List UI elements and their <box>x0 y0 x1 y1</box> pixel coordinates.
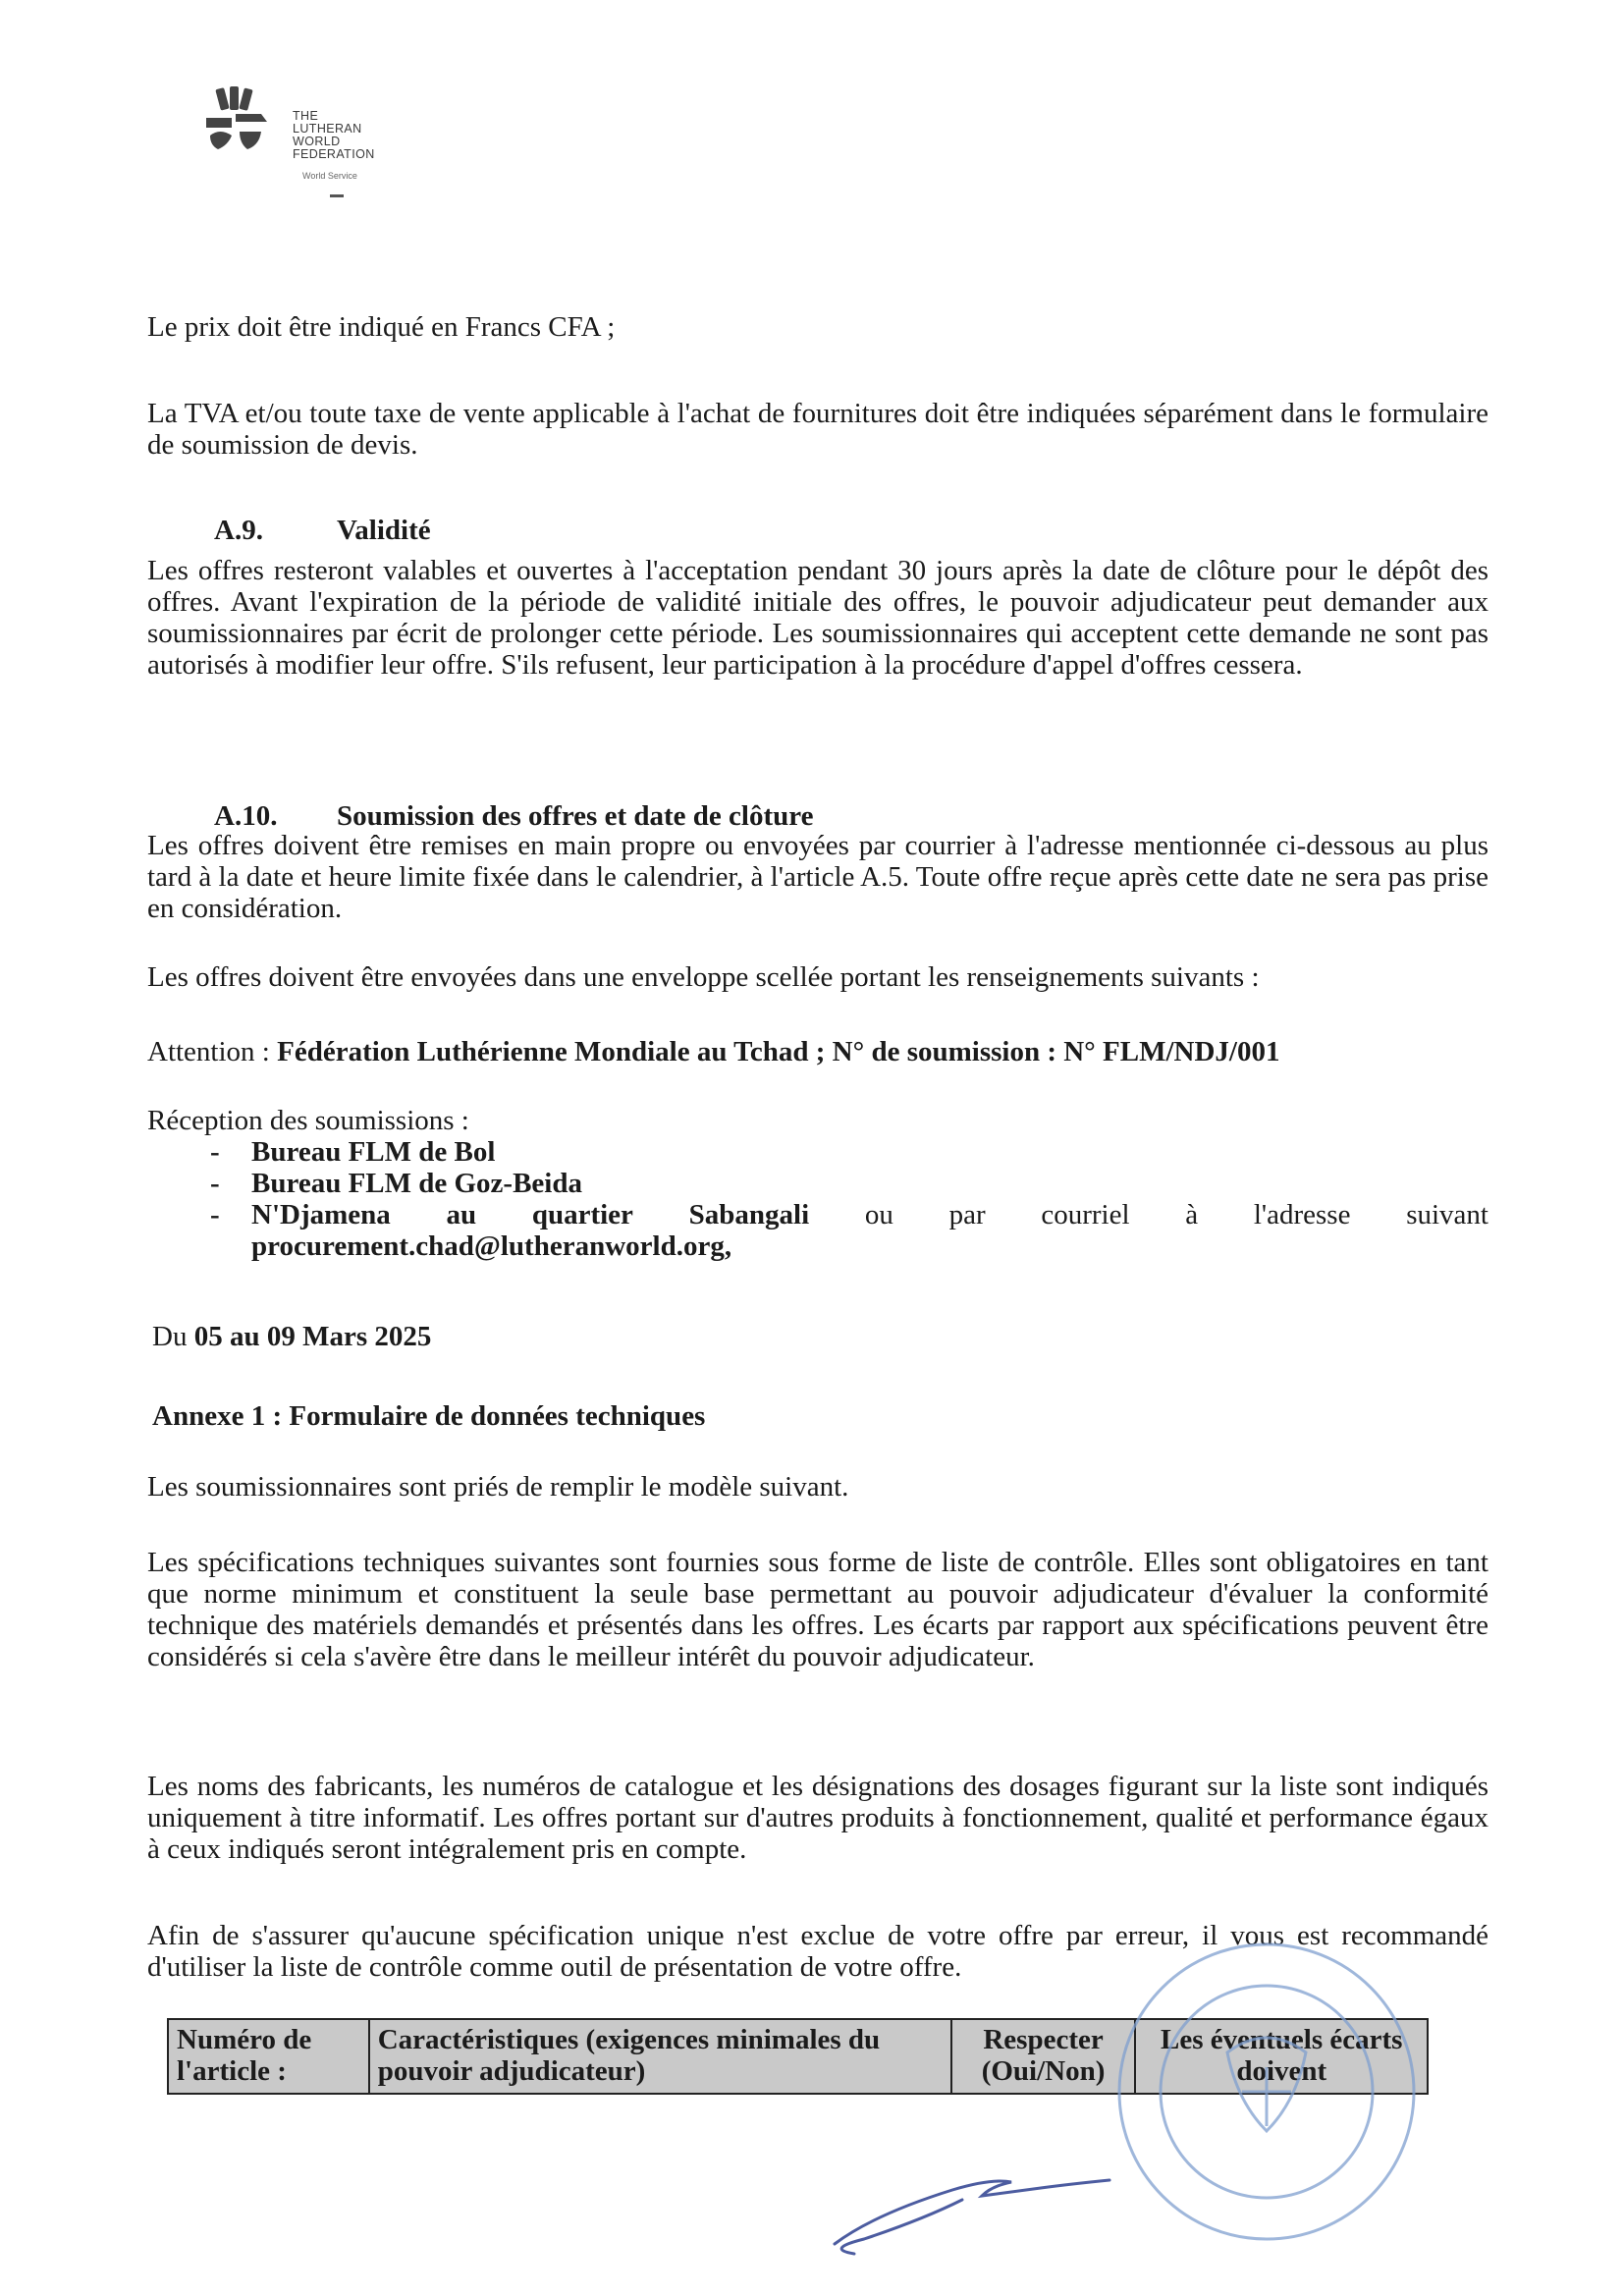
reception-item-ndjamena <box>147 1199 1488 1262</box>
ndj-word-4: Sabangali <box>688 1199 810 1230</box>
submission-dates <box>152 1321 1493 1352</box>
hands-logo-icon <box>202 84 281 163</box>
annex-paragraph-1: Les soumissionnaires sont priés de remplir le modèle suivant. <box>147 1471 849 1503</box>
ndj-word-2: au <box>446 1199 477 1230</box>
annex-paragraph-2: Les spécifications techniques suivantes sont fournies sous forme de liste de contrôle. Elles sont obligatoires en tant que norme minimum et constituent la seule base permettant au pouvoir adjudicateur d'évaluer la conformité technique des matériels demandés et présentés dans les offres. Les écarts par rapport aux spécifications peuvent être considérés si cela s'avère être dans le meilleur intérêt du pouvoir adjudicateur. <box>147 1547 1488 1672</box>
logo-line-2: LUTHERAN <box>293 122 362 136</box>
price-paragraph: Le prix doit être indiqué en Francs CFA ; <box>147 311 616 343</box>
section-a10-heading <box>214 800 813 833</box>
ndj-word-8: à <box>1185 1199 1199 1230</box>
attention-value: Fédération Luthérienne Mondiale au Tchad ; N° de soumission : N° FLM/NDJ/001 <box>277 1036 1280 1067</box>
reception-label: Réception des soumissions : <box>147 1105 469 1136</box>
reception-item-goz-beida: - Bureau FLM de Goz-Beida <box>147 1168 1488 1199</box>
logo-line-4: FEDERATION <box>293 147 375 161</box>
section-a9-heading <box>214 515 431 547</box>
ndj-word-9: l'adresse <box>1253 1199 1351 1230</box>
reception-item-bol: - Bureau FLM de Bol <box>147 1136 1488 1168</box>
logo-small-mark <box>330 194 344 197</box>
lwf-logo <box>202 84 399 222</box>
procurement-email: procurement.chad@lutheranworld.org, <box>251 1230 732 1262</box>
dates-prefix: Du <box>152 1321 194 1352</box>
ndj-word-6: par <box>948 1199 986 1230</box>
logo-line-1: THE <box>293 109 319 123</box>
reception-item-ndjamena-line <box>251 1199 1488 1230</box>
section-a9-number: A.9. <box>214 515 263 546</box>
reception-block <box>147 1105 1488 1262</box>
ndj-word-5: ou <box>864 1199 893 1230</box>
logo-wordmark <box>293 110 375 161</box>
header-article-number: Numéro de l'article : <box>168 2019 369 2094</box>
section-a10-body-2: Les offres doivent être envoyées dans une enveloppe scellée portant les renseignements suivants : <box>147 961 1260 993</box>
ndj-word-3: quartier <box>531 1199 633 1230</box>
annex-title: Annexe 1 : Formulaire de données techniques <box>152 1400 706 1432</box>
reception-list <box>147 1136 1488 1262</box>
header-compliance: Respecter (Oui/Non) <box>951 2019 1136 2094</box>
organization-stamp <box>1109 1935 1424 2249</box>
section-a10-number: A.10. <box>214 800 278 832</box>
ndj-word-7: courriel <box>1041 1199 1130 1230</box>
header-characteristics: Caractéristiques (exigences minimales du pouvoir adjudicateur) <box>369 2019 951 2094</box>
vat-paragraph: La TVA et/ou toute taxe de vente applicable à l'achat de fournitures doit être indiquées séparément dans le formulaire de soumission de devis. <box>147 398 1488 461</box>
section-a9-title: Validité <box>337 515 431 546</box>
logo-line-3: WORLD <box>293 135 341 148</box>
annex-paragraph-4: Afin de s'assurer qu'aucune spécification unique n'est exclue de votre offre par erreur, il vous est recommandé d'utiliser la liste de contrôle comme outil de présentation de votre offre. <box>147 1920 1488 1983</box>
section-a9-body: Les offres resteront valables et ouvertes à l'acceptation pendant 30 jours après la date de clôture pour le dépôt des offres. Avant l'expiration de la période de validité initiale des offres, le pouvoir adjudicateur peut demander aux soumissionnaires par écrit de prolonger cette période. Les soumissionnaires qui acceptent cette demande ne sont pas autorisés à modifier leur offre. S'ils refusent, leur participation à la procédure d'appel d'offres cessera. <box>147 555 1488 681</box>
attention-label: Attention : <box>147 1036 278 1067</box>
annex-paragraph-3: Les noms des fabricants, les numéros de catalogue et les désignations des dosages figurant sur la liste sont indiqués uniquement à titre informatif. Les offres portant sur d'autres produits à fonctionnement, qualité et performance égaux à ceux indiqués seront intégralement pris en compte. <box>147 1771 1488 1865</box>
section-a10-title: Soumission des offres et date de clôture <box>337 800 814 832</box>
header-deviations: Les éventuels écarts doivent <box>1135 2019 1428 2094</box>
handwritten-signature <box>825 2156 1119 2264</box>
ndj-word-1: - N'Djamena <box>251 1199 391 1230</box>
ndj-word-10: suivant <box>1406 1199 1488 1230</box>
section-a10-body: Les offres doivent être remises en main propre ou envoyées par courrier à l'adresse mentionnée ci-dessous au plus tard à la date et heure limite fixée dans le calendrier, à l'article A.5. Toute offre reçue après cette date ne sera pas prise en considération. <box>147 830 1488 924</box>
dates-value: 05 au 09 Mars 2025 <box>193 1321 432 1352</box>
attention-line <box>147 1036 1488 1067</box>
logo-subtitle: World Service <box>302 171 357 181</box>
